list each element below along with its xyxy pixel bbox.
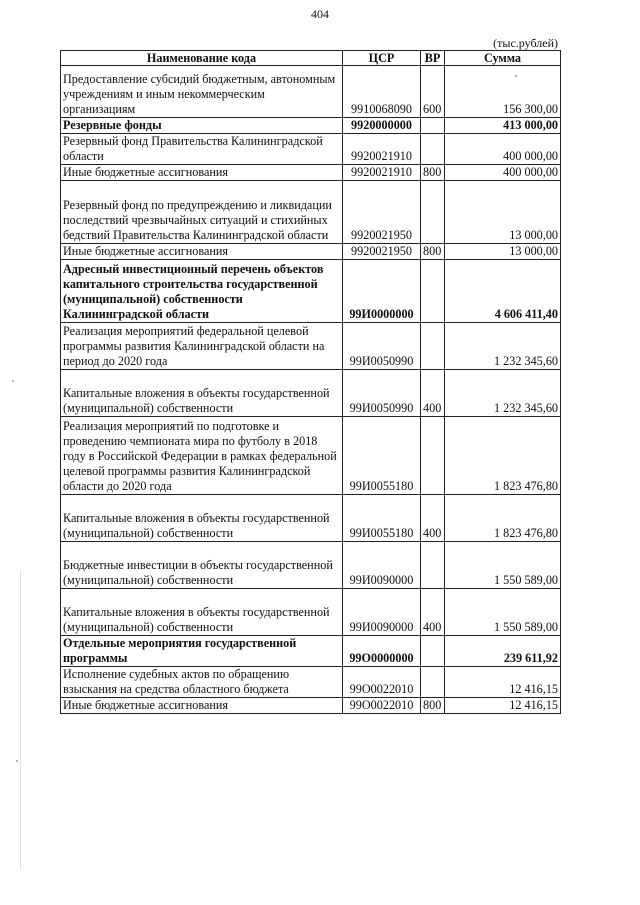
cell-vr: 800: [421, 698, 445, 714]
table-row: [61, 244, 561, 260]
cell-name: Иные бюджетные ассигнования: [61, 244, 343, 260]
cell-name: Бюджетные инвестиции в объекты государственной (муниципальной) собственности: [61, 542, 343, 589]
cell-name: Адресный инвестиционный перечень объектов капитального строительства государственной (муниципальной) собственности Калининградской области: [61, 260, 343, 323]
cell-vr: 400: [421, 589, 445, 636]
cell-name: Резервный фонд Правительства Калининградской области: [61, 134, 343, 165]
cell-csr: 9920021950: [343, 244, 421, 260]
cell-vr: 800: [421, 165, 445, 181]
cell-vr: 400: [421, 370, 445, 417]
cell-vr: [421, 323, 445, 370]
cell-csr: 99О0022010: [343, 667, 421, 698]
cell-name: Реализация мероприятий по подготовке и проведению чемпионата мира по футболу в 2018 году в Российской Федерации в рамках федеральной целевой программы развития Калининградской области до 2020 года: [61, 417, 343, 495]
cell-csr: 9910068090: [343, 66, 421, 118]
cell-sum: 13 000,00: [445, 181, 561, 244]
cell-vr: [421, 181, 445, 244]
cell-sum: 1 232 345,60: [445, 323, 561, 370]
cell-sum: 400 000,00: [445, 134, 561, 165]
cell-name: Резервные фонды: [61, 118, 343, 134]
cell-csr: 9920021910: [343, 134, 421, 165]
cell-vr: [421, 260, 445, 323]
cell-csr: 99И0090000: [343, 542, 421, 589]
cell-sum: 239 611,92: [445, 636, 561, 667]
table-row: [61, 370, 561, 417]
cell-sum: 413 000,00: [445, 118, 561, 134]
table-row: [61, 118, 561, 134]
cell-vr: [421, 667, 445, 698]
units-label: (тыс.рублей): [493, 36, 558, 50]
cell-sum: 1 823 476,80: [445, 495, 561, 542]
cell-name: Иные бюджетные ассигнования: [61, 698, 343, 714]
cell-name: Исполнение судебных актов по обращению взыскания на средства областного бюджета: [61, 667, 343, 698]
table-row: [61, 323, 561, 370]
table-row: [61, 589, 561, 636]
table-row: [61, 698, 561, 714]
cell-csr: 99И0000000: [343, 260, 421, 323]
cell-vr: 400: [421, 495, 445, 542]
table-row: [61, 181, 561, 244]
budget-table: [60, 50, 561, 714]
cell-csr: 99И0090000: [343, 589, 421, 636]
cell-name: Реализация мероприятий федеральной целевой программы развития Калининградской области на период до 2020 года: [61, 323, 343, 370]
table-row: [61, 134, 561, 165]
cell-sum: 13 000,00: [445, 244, 561, 260]
scan-speck: [515, 75, 517, 77]
cell-csr: 99О0000000: [343, 636, 421, 667]
cell-vr: [421, 118, 445, 134]
cell-csr: 99И0050990: [343, 370, 421, 417]
cell-sum: 400 000,00: [445, 165, 561, 181]
cell-csr: 99И0055180: [343, 417, 421, 495]
cell-name: Капитальные вложения в объекты государственной (муниципальной) собственности: [61, 370, 343, 417]
cell-csr: 99И0055180: [343, 495, 421, 542]
cell-sum: 12 416,15: [445, 667, 561, 698]
cell-csr: 99О0022010: [343, 698, 421, 714]
cell-vr: [421, 134, 445, 165]
cell-name: Резервный фонд по предупреждению и ликвидации последствий чрезвычайных ситуаций и стихийных бедствий Правительства Калининградской области: [61, 181, 343, 244]
cell-vr: [421, 542, 445, 589]
cell-sum: 156 300,00: [445, 66, 561, 118]
cell-csr: 9920021910: [343, 165, 421, 181]
cell-name: Капитальные вложения в объекты государственной (муниципальной) собственности: [61, 495, 343, 542]
table-row: [61, 495, 561, 542]
cell-sum: 1 823 476,80: [445, 417, 561, 495]
scan-speck: [16, 760, 18, 762]
cell-name: Капитальные вложения в объекты государственной (муниципальной) собственности: [61, 589, 343, 636]
cell-vr: [421, 636, 445, 667]
cell-csr: 9920021950: [343, 181, 421, 244]
table-body: [61, 66, 561, 714]
header-vr: ВР: [421, 51, 445, 66]
header-sum: Сумма: [445, 51, 561, 66]
header-name: Наименование кода: [61, 51, 343, 66]
scan-speck: [12, 380, 14, 382]
table-header-row: [61, 51, 561, 66]
cell-name: Предоставление субсидий бюджетным, автономным учреждениям и иным некоммерческим организациям: [61, 66, 343, 118]
cell-sum: 4 606 411,40: [445, 260, 561, 323]
cell-csr: 9920000000: [343, 118, 421, 134]
table-row: [61, 66, 561, 118]
cell-vr: 800: [421, 244, 445, 260]
table-row: [61, 417, 561, 495]
table-row: [61, 260, 561, 323]
table-row: [61, 636, 561, 667]
cell-name: Иные бюджетные ассигнования: [61, 165, 343, 181]
cell-name: Отдельные мероприятия государственной программы: [61, 636, 343, 667]
cell-sum: 1 550 589,00: [445, 542, 561, 589]
cell-sum: 1 550 589,00: [445, 589, 561, 636]
cell-csr: 99И0050990: [343, 323, 421, 370]
header-csr: ЦСР: [343, 51, 421, 66]
page-number: 404: [311, 7, 329, 21]
cell-sum: 12 416,15: [445, 698, 561, 714]
table-row: [61, 667, 561, 698]
cell-vr: [421, 417, 445, 495]
table-row: [61, 165, 561, 181]
table-row: [61, 542, 561, 589]
cell-sum: 1 232 345,60: [445, 370, 561, 417]
scan-margin-line: [20, 570, 21, 870]
cell-vr: 600: [421, 66, 445, 118]
